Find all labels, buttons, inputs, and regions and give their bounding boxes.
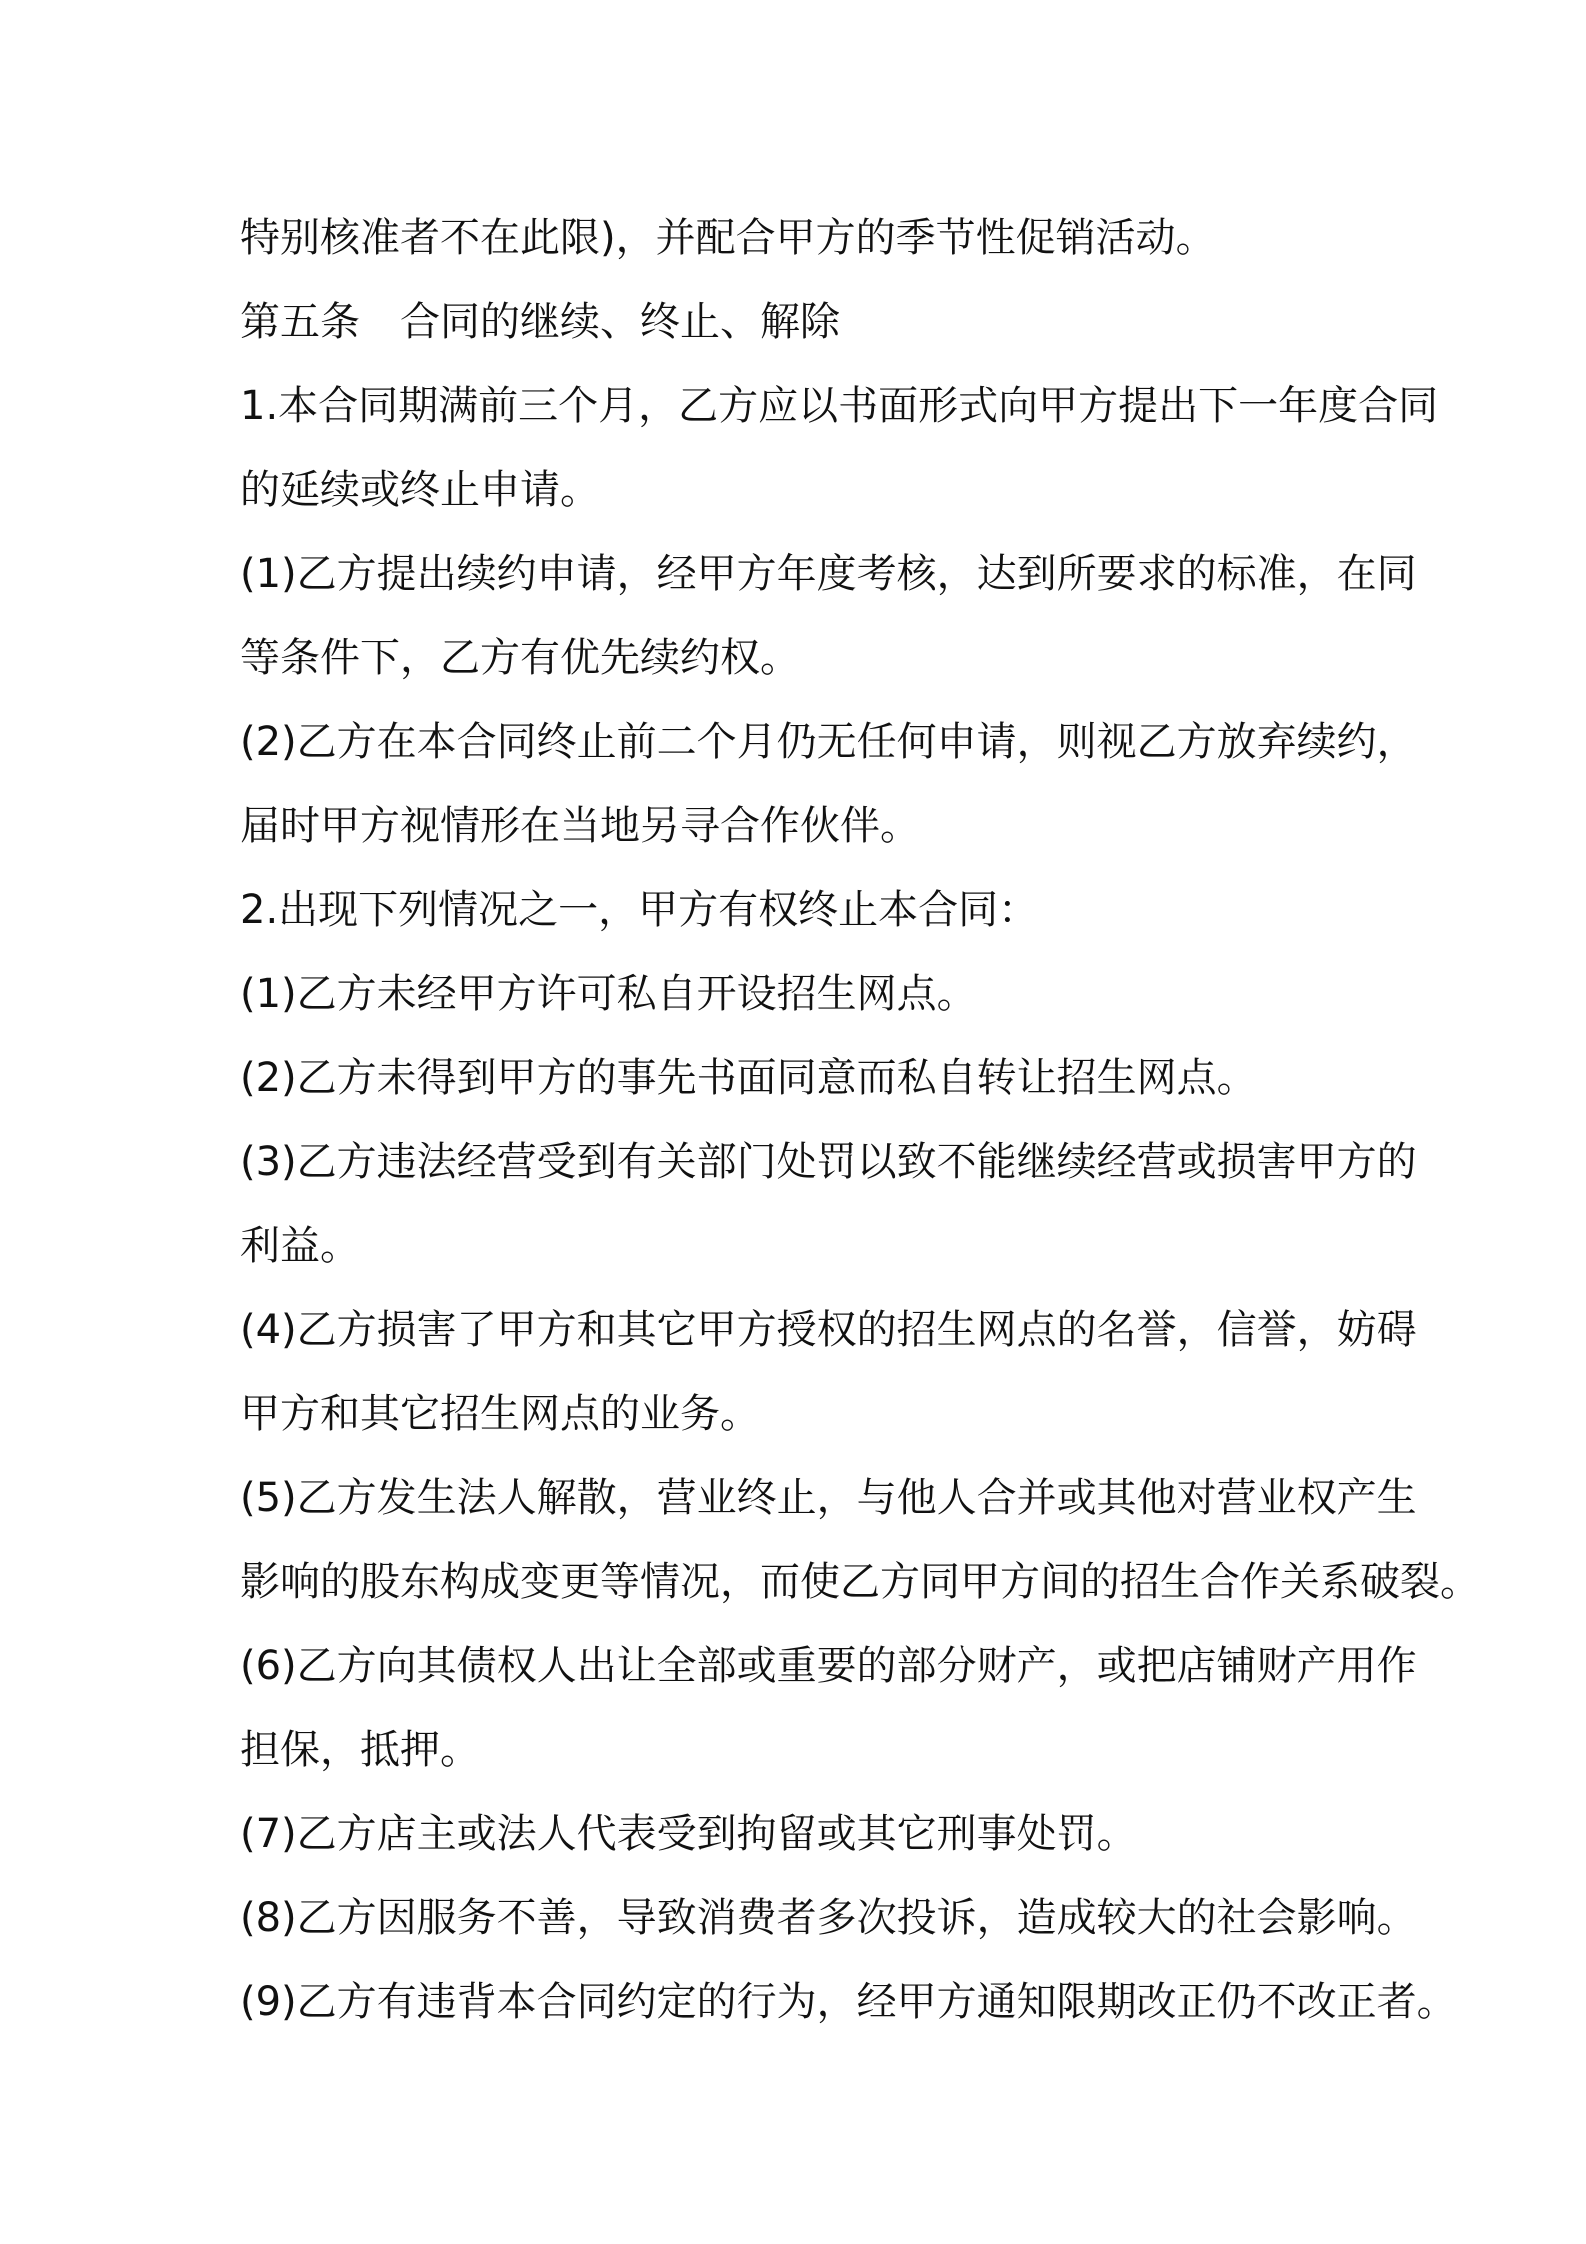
text-line: (8)乙方因服务不善，导致消费者多次投诉，造成较大的社会影响。 <box>240 1895 1417 1941</box>
text-line: 的延续或终止申请。 <box>240 467 600 513</box>
text-line: 等条件下，乙方有优先续约权。 <box>240 635 800 681</box>
text-line: 届时甲方视情形在当地另寻合作伙伴。 <box>240 803 920 849</box>
text-line: (1)乙方未经甲方许可私自开设招生网点。 <box>240 971 977 1017</box>
text-line: (4)乙方损害了甲方和其它甲方授权的招生网点的名誉，信誉，妨碍 <box>240 1307 1417 1353</box>
text-line: 1.本合同期满前三个月，乙方应以书面形式向甲方提出下一年度合同 <box>240 383 1439 429</box>
text-line: (9)乙方有违背本合同约定的行为，经甲方通知限期改正仍不改正者。 <box>240 1979 1457 2025</box>
text-line: (2)乙方在本合同终止前二个月仍无任何申请，则视乙方放弃续约， <box>240 719 1417 765</box>
text-line: 利益。 <box>240 1223 360 1269</box>
text-line: 担保，抵押。 <box>240 1727 480 1773</box>
contract-text <box>240 196 1480 2044</box>
text-line: 特别核准者不在此限)，并配合甲方的季节性促销活动。 <box>240 215 1216 261</box>
text-line: (7)乙方店主或法人代表受到拘留或其它刑事处罚。 <box>240 1811 1137 1857</box>
text-line: 影响的股东构成变更等情况，而使乙方同甲方间的招生合作关系破裂。 <box>240 1559 1480 1605</box>
text-line: (5)乙方发生法人解散，营业终止，与他人合并或其他对营业权产生 <box>240 1475 1417 1521</box>
text-line: (2)乙方未得到甲方的事先书面同意而私自转让招生网点。 <box>240 1055 1257 1101</box>
section-heading: 第五条 合同的继续、终止、解除 <box>240 299 840 345</box>
text-line: 甲方和其它招生网点的业务。 <box>240 1391 760 1437</box>
text-line: (3)乙方违法经营受到有关部门处罚以致不能继续经营或损害甲方的 <box>240 1139 1417 1185</box>
text-line: (6)乙方向其债权人出让全部或重要的部分财产，或把店铺财产用作 <box>240 1643 1417 1689</box>
text-line: (1)乙方提出续约申请，经甲方年度考核，达到所要求的标准，在同 <box>240 551 1417 597</box>
text-line: 2.出现下列情况之一，甲方有权终止本合同： <box>240 887 1039 933</box>
